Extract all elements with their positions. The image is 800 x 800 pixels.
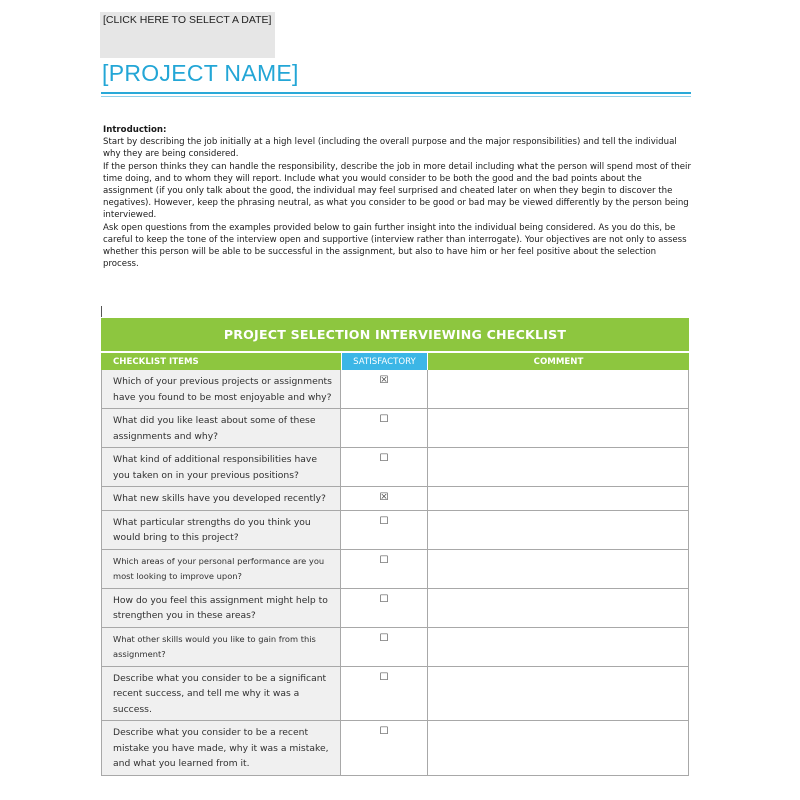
title-divider: [101, 92, 691, 94]
table-row: [101, 409, 689, 448]
table-row: [101, 628, 689, 667]
table-row: [101, 370, 689, 409]
introduction-paragraph: If the person thinks they can handle the responsibility, describe the job in more detail including what the person will spend most of their time doing, and to whom they will report. Include what you would consider to be both the good and the bad points about the assignment (if you only talk about the good, the individual may feel surprised and cheated later on when they begin to discover the negatives). However, keep the phrasing neutral, as what you consider to be good or bad may be viewed differently by the person being interviewed.: [103, 161, 691, 221]
comment-field[interactable]: [428, 448, 689, 486]
checkbox[interactable]: ☐: [379, 414, 389, 425]
checklist-question: Describe what you consider to be a significant recent success, and tell me why it was a success.: [101, 667, 341, 721]
table-row: [101, 550, 689, 589]
satisfactory-cell: [341, 628, 428, 666]
introduction-paragraph: Start by describing the job initially at a high level (including the overall purpose and the major responsibilities) and tell the individual why they are being considered.: [103, 137, 677, 160]
interview-checklist-table: [101, 318, 689, 776]
satisfactory-cell: [341, 409, 428, 447]
introduction-heading: Introduction:: [103, 125, 167, 135]
date-picker-field[interactable]: [CLICK HERE TO SELECT A DATE]: [100, 12, 275, 58]
satisfactory-cell: [341, 370, 428, 408]
checklist-question: How do you feel this assignment might help to strengthen you in these areas?: [101, 589, 341, 627]
table-row: [101, 667, 689, 722]
comment-field[interactable]: [428, 487, 689, 510]
checklist-header-row: [101, 351, 689, 370]
table-row: [101, 511, 689, 550]
comment-field[interactable]: [428, 628, 689, 666]
checkbox[interactable]: ☐: [379, 671, 389, 683]
satisfactory-cell: [341, 487, 428, 510]
column-header-comment: COMMENT: [428, 353, 689, 370]
text-cursor: [101, 306, 102, 317]
satisfactory-cell: [341, 721, 428, 775]
table-row: [101, 721, 689, 776]
checklist-question: What did you like least about some of these assignments and why?: [101, 409, 341, 447]
checklist-title: PROJECT SELECTION INTERVIEWING CHECKLIST: [101, 318, 689, 351]
checklist-question: Which of your previous projects or assignments have you found to be most enjoyable and why?: [101, 370, 341, 408]
checked-checkbox[interactable]: ☒: [379, 375, 389, 386]
column-header-items: CHECKLIST ITEMS: [101, 353, 341, 370]
project-name-title[interactable]: [PROJECT NAME]: [102, 60, 299, 86]
comment-field[interactable]: [428, 370, 689, 408]
comment-field[interactable]: [428, 550, 689, 588]
checklist-question: What kind of additional responsibilities have you taken on in your previous positions?: [101, 448, 341, 486]
comment-field[interactable]: [428, 511, 689, 549]
satisfactory-cell: [341, 511, 428, 549]
table-row: [101, 448, 689, 487]
checklist-question: What new skills have you developed recently?: [101, 487, 341, 510]
table-row: [101, 589, 689, 628]
satisfactory-cell: [341, 448, 428, 486]
checkbox[interactable]: ☐: [379, 593, 389, 605]
checkbox[interactable]: ☐: [379, 515, 389, 527]
introduction-section: [103, 124, 691, 270]
comment-field[interactable]: [428, 721, 689, 775]
checklist-question: Which areas of your personal performance are you most looking to improve upon?: [101, 550, 341, 588]
table-row: [101, 487, 689, 511]
checked-checkbox[interactable]: ☒: [379, 492, 389, 503]
checkbox[interactable]: ☐: [379, 726, 389, 737]
comment-field[interactable]: [428, 409, 689, 447]
checkbox[interactable]: ☐: [379, 453, 389, 464]
checkbox[interactable]: ☐: [379, 632, 389, 644]
comment-field[interactable]: [428, 667, 689, 721]
introduction-paragraph: Ask open questions from the examples provided below to gain further insight into the individual being considered. As you do this, be careful to keep the tone of the interview open and supportive (interview rather than interrogate). Your objectives are not only to assess whether this person will be able to be successful in the assignment, but also to have him or her feel positive about the selection process.: [103, 222, 687, 270]
satisfactory-cell: [341, 550, 428, 588]
checklist-question: Describe what you consider to be a recent mistake you have made, why it was a mistake, and what you learned from it.: [101, 721, 341, 775]
column-header-satisfactory: SATISFACTORY: [341, 353, 428, 370]
checklist-question: What other skills would you like to gain from this assignment?: [101, 628, 341, 666]
satisfactory-cell: [341, 667, 428, 721]
title-divider-secondary: [101, 96, 691, 97]
checkbox[interactable]: ☐: [379, 554, 389, 566]
satisfactory-cell: [341, 589, 428, 627]
checklist-question: What particular strengths do you think you would bring to this project?: [101, 511, 341, 549]
comment-field[interactable]: [428, 589, 689, 627]
